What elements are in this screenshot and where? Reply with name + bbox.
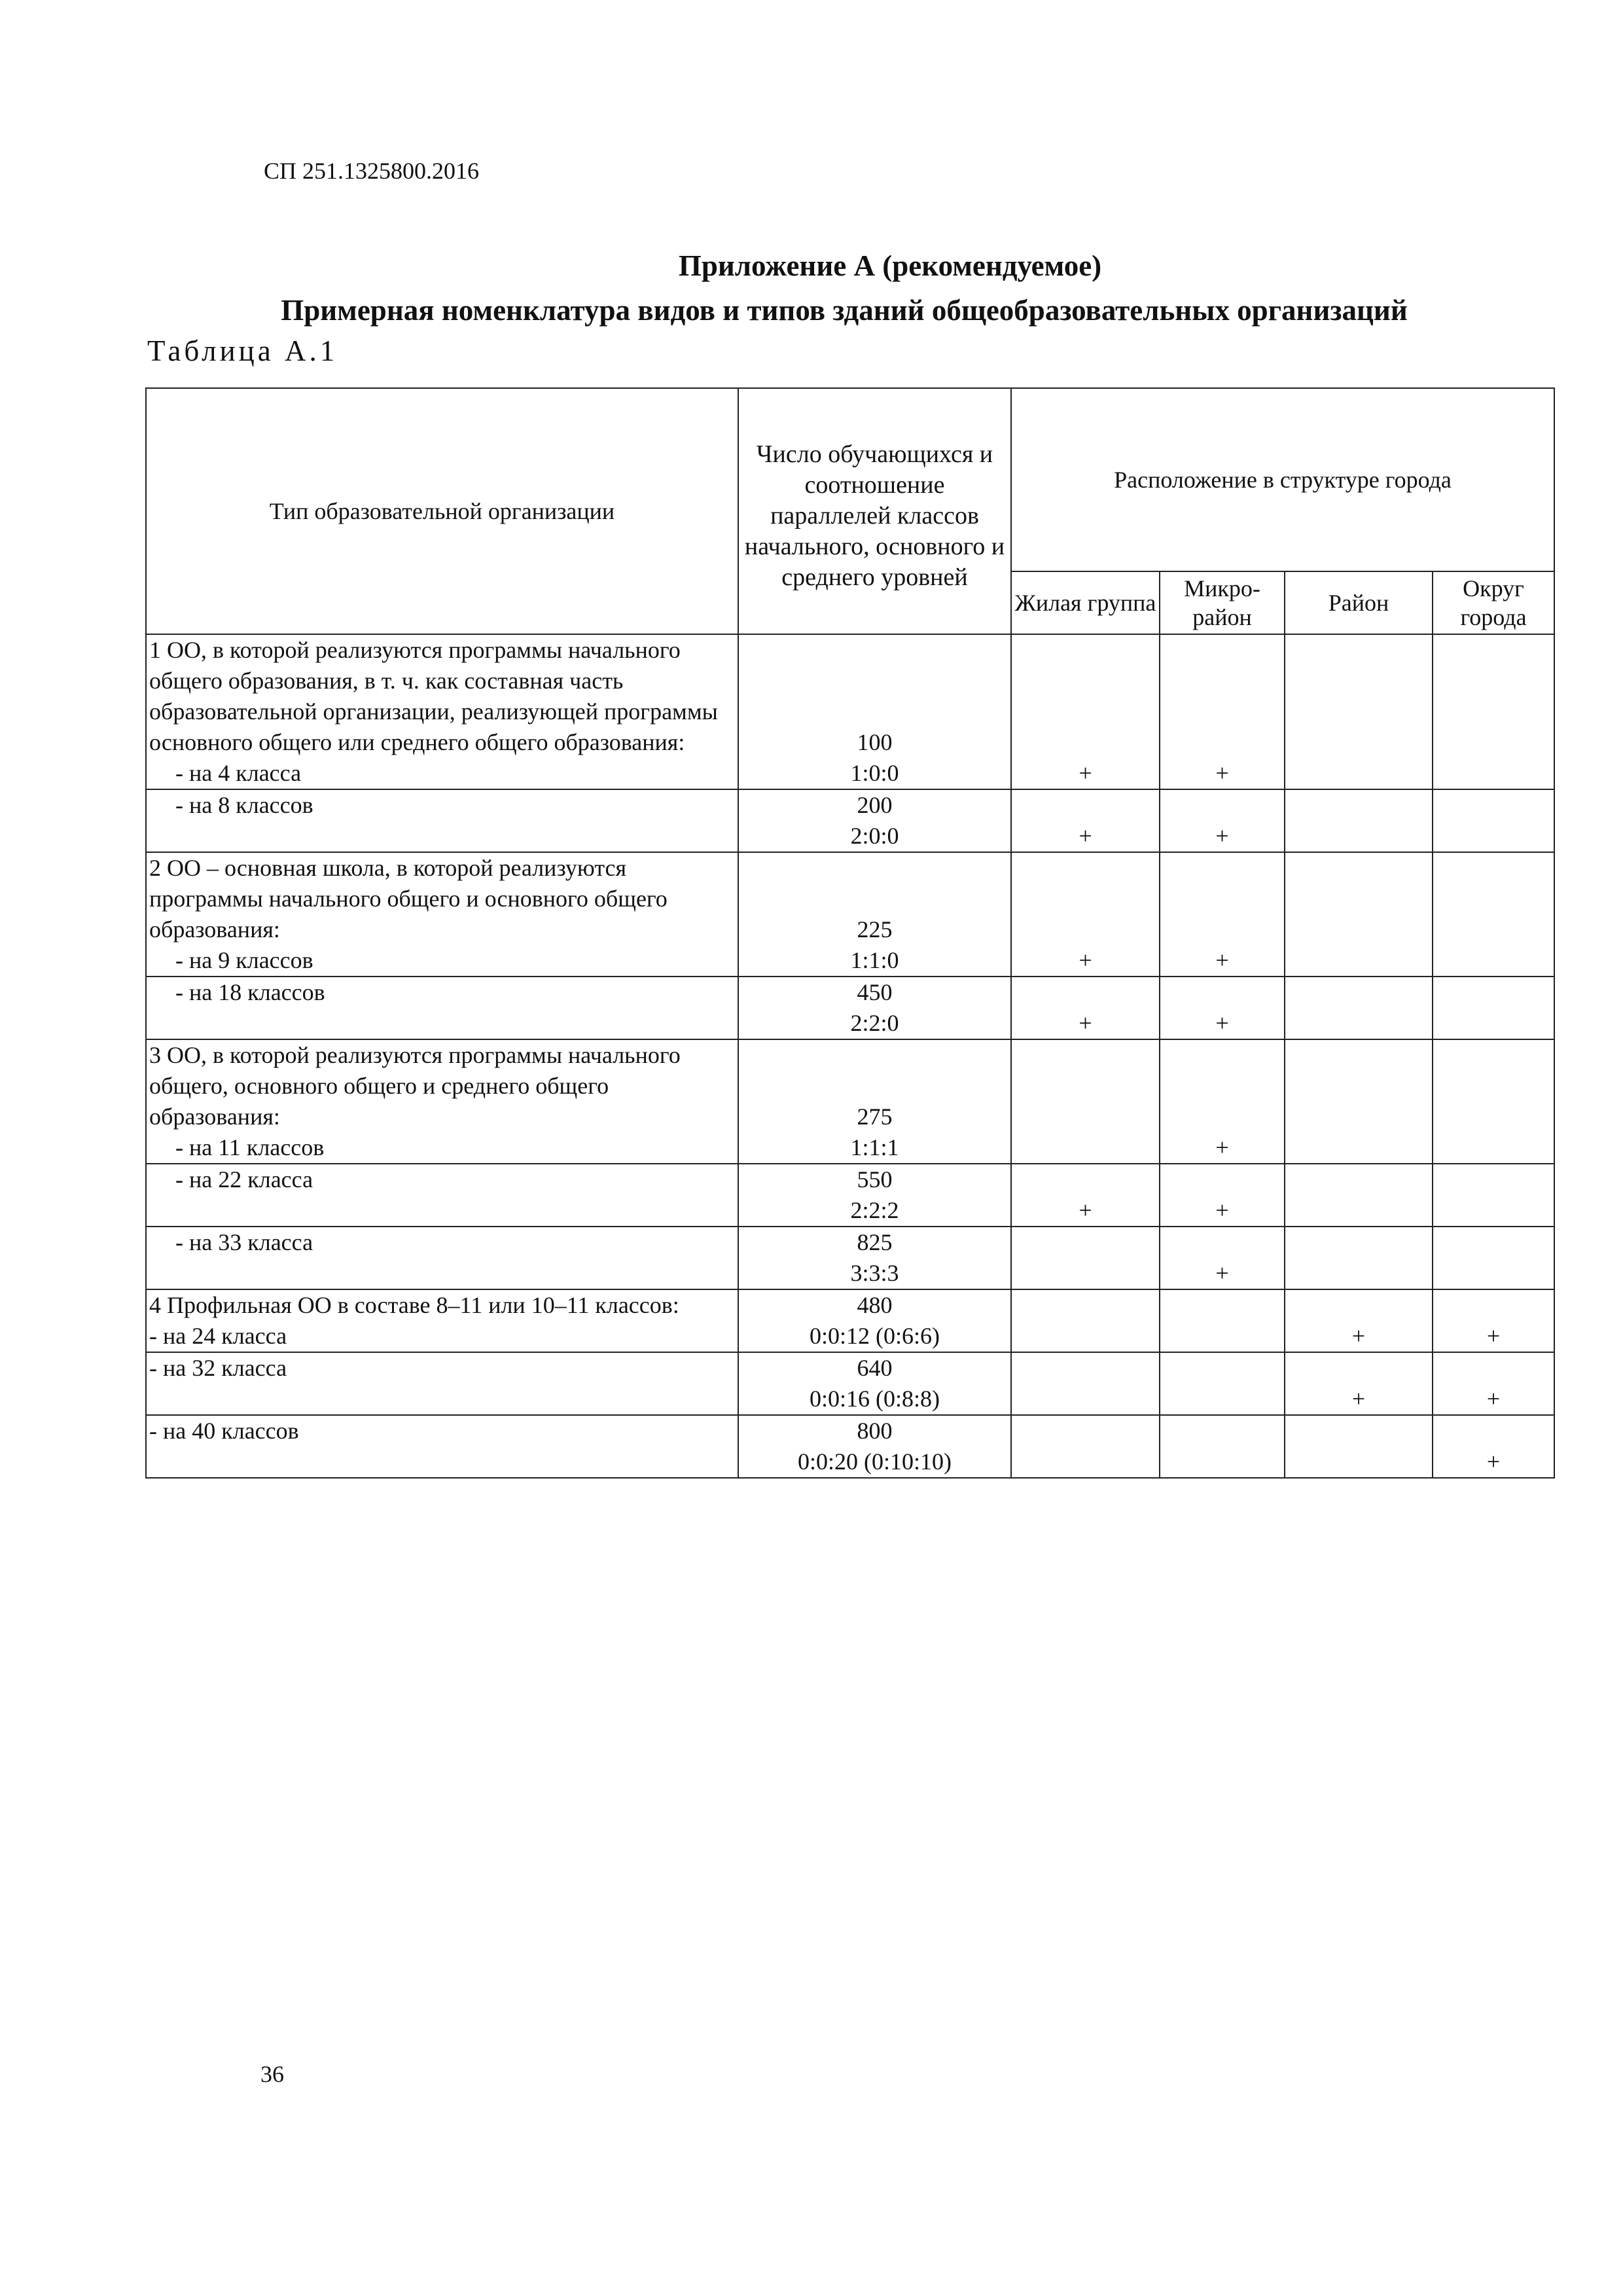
row-label: - на 4 класса (175, 760, 302, 786)
mark-cell (1011, 1039, 1160, 1164)
mark-cell: + (1011, 977, 1160, 1039)
mark-cell (1285, 977, 1433, 1039)
student-count: 450 (857, 979, 893, 1005)
mark-cell (1160, 1289, 1285, 1352)
page-number: 36 (260, 2061, 284, 2087)
table-row (146, 977, 1554, 1039)
class-ratio: 2:2:0 (850, 1010, 899, 1036)
table-row (146, 789, 1554, 852)
mark-cell: + (1160, 1039, 1285, 1164)
mark-cell (1433, 789, 1554, 852)
mark-cell: + (1433, 1415, 1554, 1478)
student-count: 640 (857, 1355, 893, 1381)
table-row (146, 1415, 1554, 1478)
table-caption: Таблица А.1 (147, 334, 338, 367)
appendix-title: Приложение А (рекомендуемое) (678, 249, 1102, 282)
mark-cell: + (1011, 852, 1160, 977)
mark-cell: + (1160, 852, 1285, 977)
student-count: 480 (857, 1292, 893, 1318)
header-district: Район (1285, 571, 1433, 634)
row-label: - на 40 классов (149, 1418, 299, 1444)
class-ratio: 3:3:3 (850, 1260, 899, 1286)
mark-cell (1160, 1415, 1285, 1478)
mark-cell (1285, 1039, 1433, 1164)
mark-cell (1285, 1415, 1433, 1478)
table-row (146, 852, 1554, 977)
table-row (146, 1289, 1554, 1352)
mark-cell: + (1160, 977, 1285, 1039)
row-label: - на 24 класса (149, 1323, 287, 1349)
class-ratio: 0:0:12 (0:6:6) (810, 1323, 940, 1349)
group-title: 4 Профильная ОО в составе 8–11 или 10–11 классов: (149, 1292, 679, 1318)
header-microdistrict: Микро-район (1160, 571, 1285, 634)
class-ratio: 2:2:2 (850, 1197, 899, 1223)
header-student-count: Число обучающихся и соотношение параллелей классов начального, основного и среднего уровней (738, 388, 1011, 634)
student-count: 800 (857, 1418, 893, 1444)
student-count: 550 (857, 1166, 893, 1193)
student-count: 225 (857, 916, 893, 942)
mark-cell (1011, 1415, 1160, 1478)
mark-cell (1433, 852, 1554, 977)
mark-cell (1285, 634, 1433, 789)
mark-cell: + (1160, 1227, 1285, 1289)
student-count: 275 (857, 1103, 893, 1130)
mark-cell: + (1160, 1164, 1285, 1227)
mark-cell (1433, 1164, 1554, 1227)
class-ratio: 1:0:0 (850, 760, 899, 786)
student-count: 200 (857, 792, 893, 818)
mark-cell (1160, 1352, 1285, 1415)
nomenclature-table (145, 387, 1555, 1479)
student-count: 100 (857, 729, 893, 755)
mark-cell (1285, 789, 1433, 852)
mark-cell (1433, 1039, 1554, 1164)
mark-cell: + (1433, 1289, 1554, 1352)
group-title: 3 ОО, в которой реализуются программы начального общего, основного общего и среднего общего образования: (149, 1042, 681, 1130)
table-row (146, 1164, 1554, 1227)
row-label: - на 11 классов (175, 1134, 325, 1160)
appendix-subtitle: Примерная номенклатура видов и типов зданий общеобразовательных организаций (281, 294, 1408, 327)
mark-cell: + (1160, 634, 1285, 789)
mark-cell (1285, 1227, 1433, 1289)
mark-cell (1285, 1164, 1433, 1227)
mark-cell (1433, 977, 1554, 1039)
mark-cell (1433, 634, 1554, 789)
header-city-location: Расположение в структуре города (1011, 388, 1554, 571)
row-label: - на 18 классов (175, 979, 325, 1005)
group-title: 2 ОО – основная школа, в которой реализуются программы начального общего и основного общего образования: (149, 855, 668, 942)
header-city-okrug: Округ города (1433, 571, 1554, 634)
row-label: - на 8 классов (175, 792, 313, 818)
row-label: - на 33 класса (175, 1229, 313, 1255)
header-residential-group: Жилая группа (1011, 571, 1160, 634)
mark-cell: + (1285, 1352, 1433, 1415)
mark-cell: + (1011, 1164, 1160, 1227)
mark-cell: + (1160, 789, 1285, 852)
table-row (146, 1039, 1554, 1164)
mark-cell (1011, 1227, 1160, 1289)
mark-cell: + (1011, 634, 1160, 789)
mark-cell: + (1433, 1352, 1554, 1415)
class-ratio: 0:0:20 (0:10:10) (798, 1448, 952, 1475)
mark-cell (1011, 1352, 1160, 1415)
group-title: 1 ОО, в которой реализуются программы начального общего образования, в т. ч. как составная часть образовательной организации, реализующей программы основного общего или среднего общего образования: (149, 637, 718, 755)
header-org-type: Тип образовательной организации (146, 388, 738, 634)
row-label: - на 32 класса (149, 1355, 287, 1381)
class-ratio: 0:0:16 (0:8:8) (810, 1386, 940, 1412)
class-ratio: 1:1:0 (850, 947, 899, 973)
mark-cell (1011, 1289, 1160, 1352)
table-row (146, 1227, 1554, 1289)
mark-cell (1433, 1227, 1554, 1289)
row-label: - на 9 классов (175, 947, 313, 973)
mark-cell: + (1285, 1289, 1433, 1352)
mark-cell (1285, 852, 1433, 977)
class-ratio: 1:1:1 (850, 1134, 899, 1160)
student-count: 825 (857, 1229, 893, 1255)
mark-cell: + (1011, 789, 1160, 852)
document-code: СП 251.1325800.2016 (264, 158, 480, 184)
table-row (146, 1352, 1554, 1415)
class-ratio: 2:0:0 (850, 823, 899, 849)
table-row (146, 634, 1554, 789)
row-label: - на 22 класса (175, 1166, 313, 1193)
